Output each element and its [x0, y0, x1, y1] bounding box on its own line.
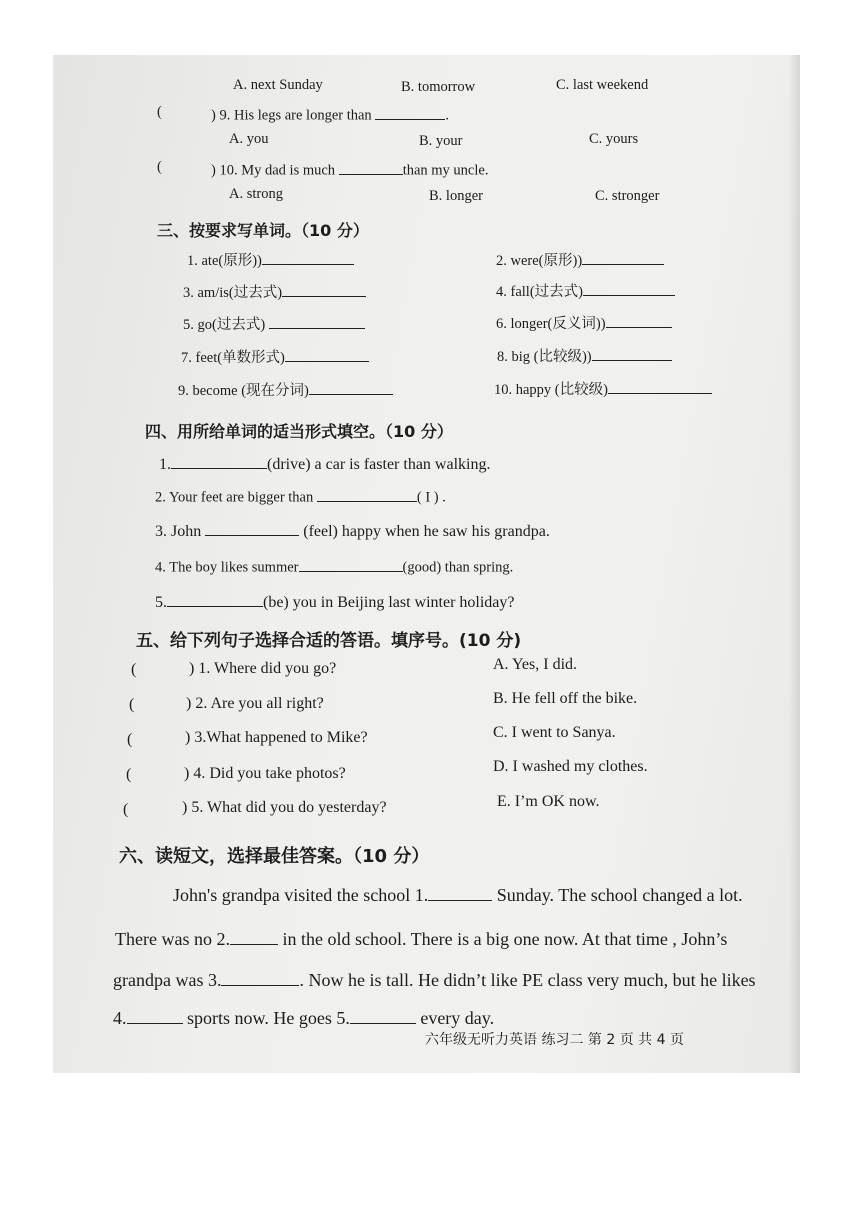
q9-option-a: A. you — [229, 131, 269, 147]
p6-line-1: John's grandpa visited the school 1. Sunday. The school changed a lot. — [173, 882, 743, 906]
p3-blank-6[interactable] — [606, 313, 672, 329]
p3-blank-7[interactable] — [285, 347, 369, 363]
p3-item-2: 2. were(原形)) — [496, 249, 664, 270]
q8-option-b: B. tomorrow — [401, 79, 476, 95]
p5-answer-e: E. I’m OK now. — [497, 793, 600, 810]
p6-blank-1[interactable] — [428, 882, 492, 901]
p4-blank-4[interactable] — [299, 556, 403, 572]
p3-item-9: 9. become (现在分词) — [178, 379, 393, 400]
p4-sentence-4: 4. The boy likes summer (good) than spring. — [155, 556, 513, 577]
p5-paren-5: ( — [123, 801, 129, 818]
q8-option-c: C. last weekend — [556, 77, 649, 93]
p4-sentence-3: 3. John (feel) happy when he saw his grandpa. — [155, 519, 550, 541]
q9-close-paren: ) — [211, 107, 216, 124]
p3-item-1: 1. ate(原形)) — [187, 249, 354, 270]
p3-blank-5[interactable] — [269, 314, 365, 330]
p5-question-1: ) 1. Where did you go? — [189, 660, 337, 677]
q10-stem-text: 10. My dad is much — [219, 162, 336, 179]
p5-paren-4: ( — [126, 766, 132, 783]
p3-item-4: 4. fall(过去式) — [496, 280, 675, 301]
p5-question-5: ) 5. What did you do yesterday? — [182, 799, 387, 816]
p5-paren-1: ( — [131, 661, 137, 678]
p3-blank-2[interactable] — [582, 250, 664, 266]
p6-line-2: There was no 2. in the old school. There is a big one now. At that time , John’s — [115, 926, 727, 950]
part5-title: 五、给下列句子选择合适的答语。填序号。(10 分) — [136, 631, 522, 651]
q10-option-c: C. stronger — [595, 188, 660, 204]
p4-blank-1[interactable] — [171, 452, 267, 469]
page-footer: 六年级无听力英语 练习二 第 2 页 共 4 页 — [425, 1032, 684, 1048]
worksheet-page — [53, 55, 800, 1073]
q10-stem — [211, 159, 488, 180]
p5-answer-b: B. He fell off the bike. — [493, 690, 638, 707]
page-edge-shadow — [788, 55, 800, 1073]
p3-blank-1[interactable] — [262, 250, 354, 266]
part6-title: 六、读短文，选择最佳答案。（10 分） — [119, 846, 430, 867]
q9-stem-text: 9. His legs are longer than — [219, 107, 372, 124]
p5-answer-c: C. I went to Sanya. — [493, 724, 616, 741]
part4-title: 四、用所给单词的适当形式填空。（10 分） — [145, 422, 453, 441]
p4-sentence-5: 5. (be) you in Beijing last winter holiday? — [155, 590, 515, 612]
p6-blank-2[interactable] — [230, 926, 278, 945]
p3-item-10: 10. happy (比较级) — [494, 378, 712, 399]
p6-line-3: grandpa was 3. . Now he is tall. He didn’t like PE class very much, but he likes — [113, 967, 756, 991]
p6-blank-4[interactable] — [127, 1005, 183, 1024]
q10-blank[interactable] — [339, 159, 403, 175]
q9-option-b: B. your — [419, 133, 463, 149]
p3-item-8: 8. big (比较级)) — [497, 345, 672, 366]
q10-stem-end: than my uncle. — [402, 162, 489, 179]
q10-close-paren: ) — [211, 162, 216, 179]
p4-blank-2[interactable] — [317, 486, 417, 502]
p5-answer-a: A. Yes, I did. — [493, 656, 578, 673]
p6-blank-5[interactable] — [350, 1005, 416, 1024]
p3-item-6: 6. longer(反义词)) — [496, 312, 672, 333]
p3-item-5: 5. go(过去式) — [183, 313, 365, 334]
p4-blank-5[interactable] — [167, 590, 263, 607]
q8-option-a: A. next Sunday — [233, 77, 323, 93]
p5-question-2: ) 2. Are you all right? — [186, 695, 324, 712]
p3-blank-9[interactable] — [309, 380, 393, 396]
q9-open-paren: ( — [157, 104, 162, 120]
p5-answer-d: D. I washed my clothes. — [493, 758, 648, 775]
p5-paren-2: ( — [129, 696, 135, 713]
p5-paren-3: ( — [127, 731, 133, 748]
q10-option-b: B. longer — [429, 188, 483, 204]
p5-question-3: ) 3.What happened to Mike? — [185, 729, 368, 746]
p6-line-4: 4. sports now. He goes 5. every day. — [113, 1005, 494, 1029]
p3-item-7: 7. feet(单数形式) — [181, 346, 369, 367]
q9-stem-end: . — [445, 107, 449, 124]
p3-blank-3[interactable] — [282, 282, 366, 298]
p4-blank-3[interactable] — [205, 519, 299, 536]
q10-option-a: A. strong — [229, 186, 283, 202]
p3-item-3: 3. am/is(过去式) — [183, 281, 366, 302]
p4-sentence-1: 1. (drive) a car is faster than walking. — [159, 452, 490, 474]
p3-blank-10[interactable] — [608, 379, 712, 395]
q9-blank[interactable] — [375, 104, 445, 120]
part3-title: 三、按要求写单词。（10 分） — [157, 221, 369, 240]
p4-sentence-2: 2. Your feet are bigger than ( I ) . — [155, 486, 446, 507]
q9-option-c: C. yours — [589, 131, 639, 147]
q9-stem — [211, 104, 449, 125]
q10-open-paren: ( — [157, 159, 162, 175]
p5-question-4: ) 4. Did you take photos? — [184, 765, 346, 782]
p3-blank-8[interactable] — [592, 346, 672, 362]
p6-blank-3[interactable] — [221, 967, 299, 986]
p3-blank-4[interactable] — [583, 281, 675, 297]
